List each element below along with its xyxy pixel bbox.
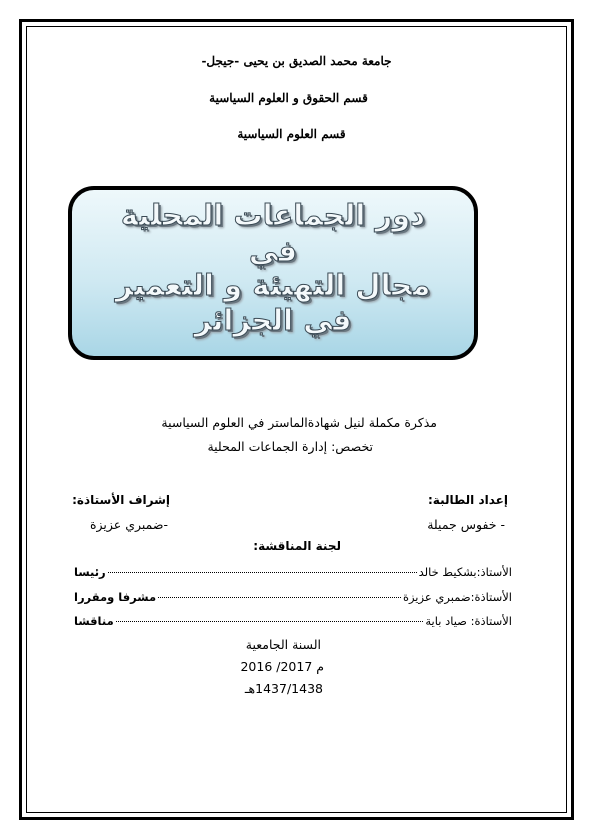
- dotted-leader: [158, 597, 401, 598]
- committee-member-row: [74, 614, 512, 628]
- committee-member-name: الأستاذة:ضمبري عزيزة: [402, 590, 512, 604]
- student-label: إعداد الطالبة:: [428, 493, 508, 507]
- dotted-leader: [116, 621, 424, 622]
- thesis-specialization: تخصص: إدارة الجماعات المحلية: [207, 439, 373, 454]
- committee-member-name: الأستاذ:بشكيط خالد: [418, 565, 512, 579]
- title-line-2: في: [248, 234, 298, 268]
- committee-member-name: الأستاذة: صياد باية: [425, 614, 512, 628]
- university-name: جامعة محمد الصديق بن يحيى -جيجل-: [201, 54, 392, 68]
- academic-year-label: السنة الجامعية: [245, 637, 321, 652]
- title-line-4: في الجزائر: [194, 303, 352, 337]
- academic-year-gregorian: 2016 /2017 م: [240, 659, 324, 674]
- title-line-1: دور الجماعات المحلية: [120, 198, 426, 232]
- student-name: - خفوس جميلة: [427, 517, 505, 532]
- thesis-purpose: مذكرة مكملة لنيل شهادةالماستر في العلوم السياسية: [161, 415, 437, 430]
- committee-member-role: مشرفا ومقررا: [74, 590, 157, 604]
- committee-member-role: مناقشا: [74, 614, 114, 628]
- supervisor-label: إشراف الأستاذة:: [72, 493, 170, 507]
- title-box: [68, 186, 478, 360]
- faculty-name: قسم الحقوق و العلوم السياسية: [209, 91, 368, 105]
- supervisor-name: -ضمبري عزيزة: [89, 517, 168, 532]
- title-line-3: مجال التهيئة و التعمير: [115, 268, 431, 302]
- committee-member-row: [74, 565, 512, 579]
- department-name: قسم العلوم السياسية: [237, 127, 346, 141]
- academic-year-hijri: 1437/1438هـ: [244, 681, 323, 696]
- committee-member-role: رئيسا: [74, 565, 106, 579]
- committee-title: لجنة المناقشة:: [253, 539, 341, 553]
- dotted-leader: [108, 572, 417, 573]
- committee-member-row: [74, 590, 512, 604]
